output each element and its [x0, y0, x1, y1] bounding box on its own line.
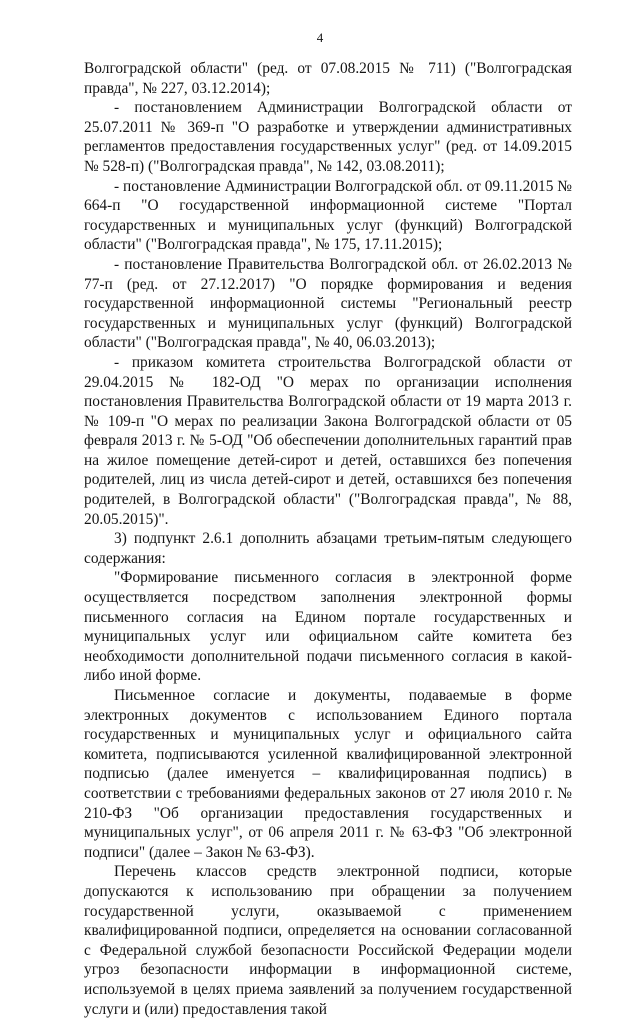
paragraph-item-369p: - постановлением Администрации Волгоградской области от 25.07.2011 № 369-п "О разработке и утверждении административных регламентов предоставления государственных услуг" (ред. от 14.09.2015 № 528-п) ("Волгоградская правда", № 142, 03.08.2011); [84, 99, 572, 175]
paragraph-continuation: Волгоградской области" (ред. от 07.08.2015 № 711) ("Волгоградская правда", № 227, 03.12.2014); [84, 60, 572, 97]
paragraph-signature-classes: Перечень классов средств электронной подписи, которые допускаются к использованию при обращении за получением государственной услуги, оказываемой с применением квалифицированной подписи, определяется на основании согласованной с Федеральной службой безопасности Российской Федерации модели угроз безопасности информации в информационной системе, используемой в целях приема заявлений за получением государственной услуги и (или) предоставления такой [84, 863, 572, 1018]
paragraph-qualified-signature: Письменное согласие и документы, подаваемые в форме электронных документов с использованием Единого портала государственных и муниципальных услуг и официального сайта комитета, подписываются усиленной квалифицированной электронной подписью (далее именуется – квалифицированная подпись) в соответствии с требованиями федеральных законов от 27 июля 2010 г. № 210-ФЗ "Об организации предоставления государственных и муниципальных услуг", от 06 апреля 2011 г. № 63-ФЗ "Об электронной подписи" (далее – Закон № 63-ФЗ). [84, 687, 572, 861]
document-body [84, 59, 572, 1019]
page-number: 4 [316, 30, 324, 45]
paragraph-subitem-3: 3) подпункт 2.6.1 дополнить абзацами третьим-пятым следующего содержания: [84, 530, 572, 567]
paragraph-item-664p: - постановление Администрации Волгоградской обл. от 09.11.2015 № 664-п "О государственной информационной системе "Портал государственных и муниципальных услуг (функций) Волгоградской области" ("Волгоградская правда", № 175, 17.11.2015); [84, 177, 572, 254]
paragraph-electronic-consent: "Формирование письменного согласия в электронной форме осуществляется посредством заполнения электронной формы письменного согласия на Едином портале государственных и муниципальных услуг или официальном сайте комитета без необходимости дополнительной подачи письменного согласия в какой-либо иной форме. [84, 569, 572, 685]
paragraph-item-77p: - постановление Правительства Волгоградской обл. от 26.02.2013 № 77-п (ред. от 27.12.2017) "О порядке формирования и ведения государственной информационной системы "Региональный реестр государственных и муниципальных услуг (функций) Волгоградской области" ("Волгоградская правда", № 40, 06.03.2013); [84, 255, 572, 352]
paragraph-item-182od: - приказом комитета строительства Волгоградской области от 29.04.2015 № 182-ОД "О мерах по организации исполнения постановления Правительства Волгоградской области от 19 марта 2013 г. № 109-п "О мерах по реализации Закона Волгоградской области от 05 февраля 2013 г. № 5-ОД "Об обеспечении дополнительных гарантий прав на жилое помещение детей-сирот и детей, оставшихся без попечения родителей, лиц из числа детей-сирот и детей, оставшихся без попечения родителей, в Волгоградской области" ("Волгоградская правда", № 88, 20.05.2015)". [84, 353, 572, 528]
